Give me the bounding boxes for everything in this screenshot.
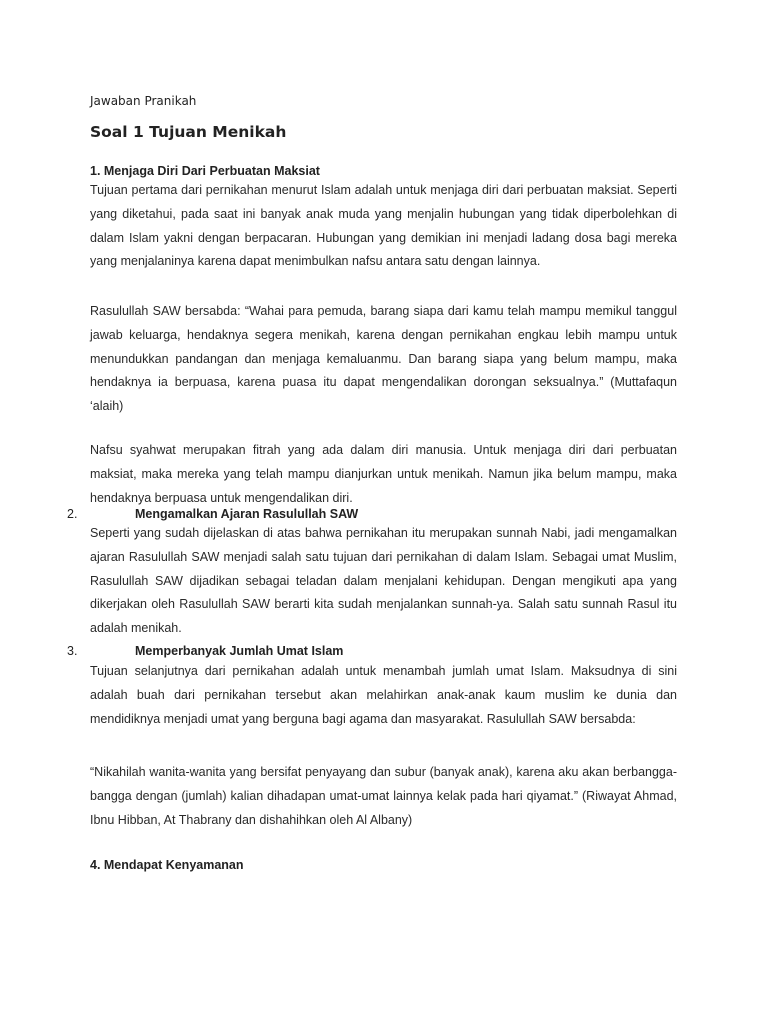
section-title: Memperbanyak Jumlah Umat Islam xyxy=(135,644,344,658)
section-heading-1: 1. Menjaga Diri Dari Perbuatan Maksiat xyxy=(90,164,320,178)
section-1-paragraph-3: Nafsu syahwat merupakan fitrah yang ada dalam diri manusia. Untuk menjaga diri dari perbuatan maksiat, maka mereka yang telah mampu dianjurkan untuk menikah. Namun jika belum mampu, maka hendaknya berpuasa untuk mengendalikan diri. xyxy=(90,443,677,505)
section-title: Mengamalkan Ajaran Rasulullah SAW xyxy=(135,507,359,521)
section-heading-4: 4. Mendapat Kenyamanan xyxy=(90,858,244,872)
section-3-paragraph-2: “Nikahilah wanita-wanita yang bersifat penyayang dan subur (banyak anak), karena aku akan berbangga-bangga dengan (jumlah) kalian dihadapan umat-umat lainnya kelak pada hari qiyamat.” (Riwayat Ahmad, Ibnu Hibban, At Thabrany dan dishahihkan oleh Al Albany) xyxy=(90,765,677,827)
section-number: 2. xyxy=(67,507,78,521)
section-1-paragraph-2: Rasulullah SAW bersabda: “Wahai para pemuda, barang siapa dari kamu telah mampu memikul tanggul jawab keluarga, hendaknya segera menikah, karena dengan pernikahan engkau lebih mampu untuk menundukkan pandangan dan menjaga kemaluanmu. Dan barang siapa yang belum mampu, maka hendaknya ia berpuasa, karena puasa itu dapat mengendalikan dorongan seksualnya.” (Muttafaqun ‘alaih) xyxy=(90,304,677,414)
document-label: Jawaban Pranikah xyxy=(90,94,197,108)
section-2-paragraph-1: Seperti yang sudah dijelaskan di atas bahwa pernikahan itu merupakan sunnah Nabi, jadi mengamalkan ajaran Rasulullah SAW menjadi salah satu tujuan dari pernikahan di dalam Islam. Sebagai umat Muslim, Rasulullah SAW dijadikan sebagai teladan dalam menjalani kehidupan. Dengan mengikuti apa yang dikerjakan oleh Rasulullah SAW berarti kita sudah menjalankan sunnah-ya. Salah satu sunnah Rasul itu adalah menikah. xyxy=(90,526,677,636)
section-number: 3. xyxy=(67,644,78,658)
document-title: Soal 1 Tujuan Menikah xyxy=(90,123,287,141)
section-1-paragraph-1: Tujuan pertama dari pernikahan menurut Islam adalah untuk menjaga diri dari perbuatan maksiat. Seperti yang diketahui, pada saat ini banyak anak muda yang menjalin hubungan yang tidak diperbolehkan di dalam Islam yakni dengan berpacaran. Hubungan yang demikian ini menjadi ladang dosa bagi mereka yang menjalaninya karena dapat menimbulkan nafsu antara satu dengan lainnya. xyxy=(90,183,677,269)
section-3-paragraph-1: Tujuan selanjutnya dari pernikahan adalah untuk menambah jumlah umat Islam. Maksudnya di sini adalah buah dari pernikahan tersebut akan melahirkan anak-anak kaum muslim ke dunia dan mendidiknya menjadi umat yang berguna bagi agama dan masyarakat. Rasulullah SAW bersabda: xyxy=(90,664,677,726)
